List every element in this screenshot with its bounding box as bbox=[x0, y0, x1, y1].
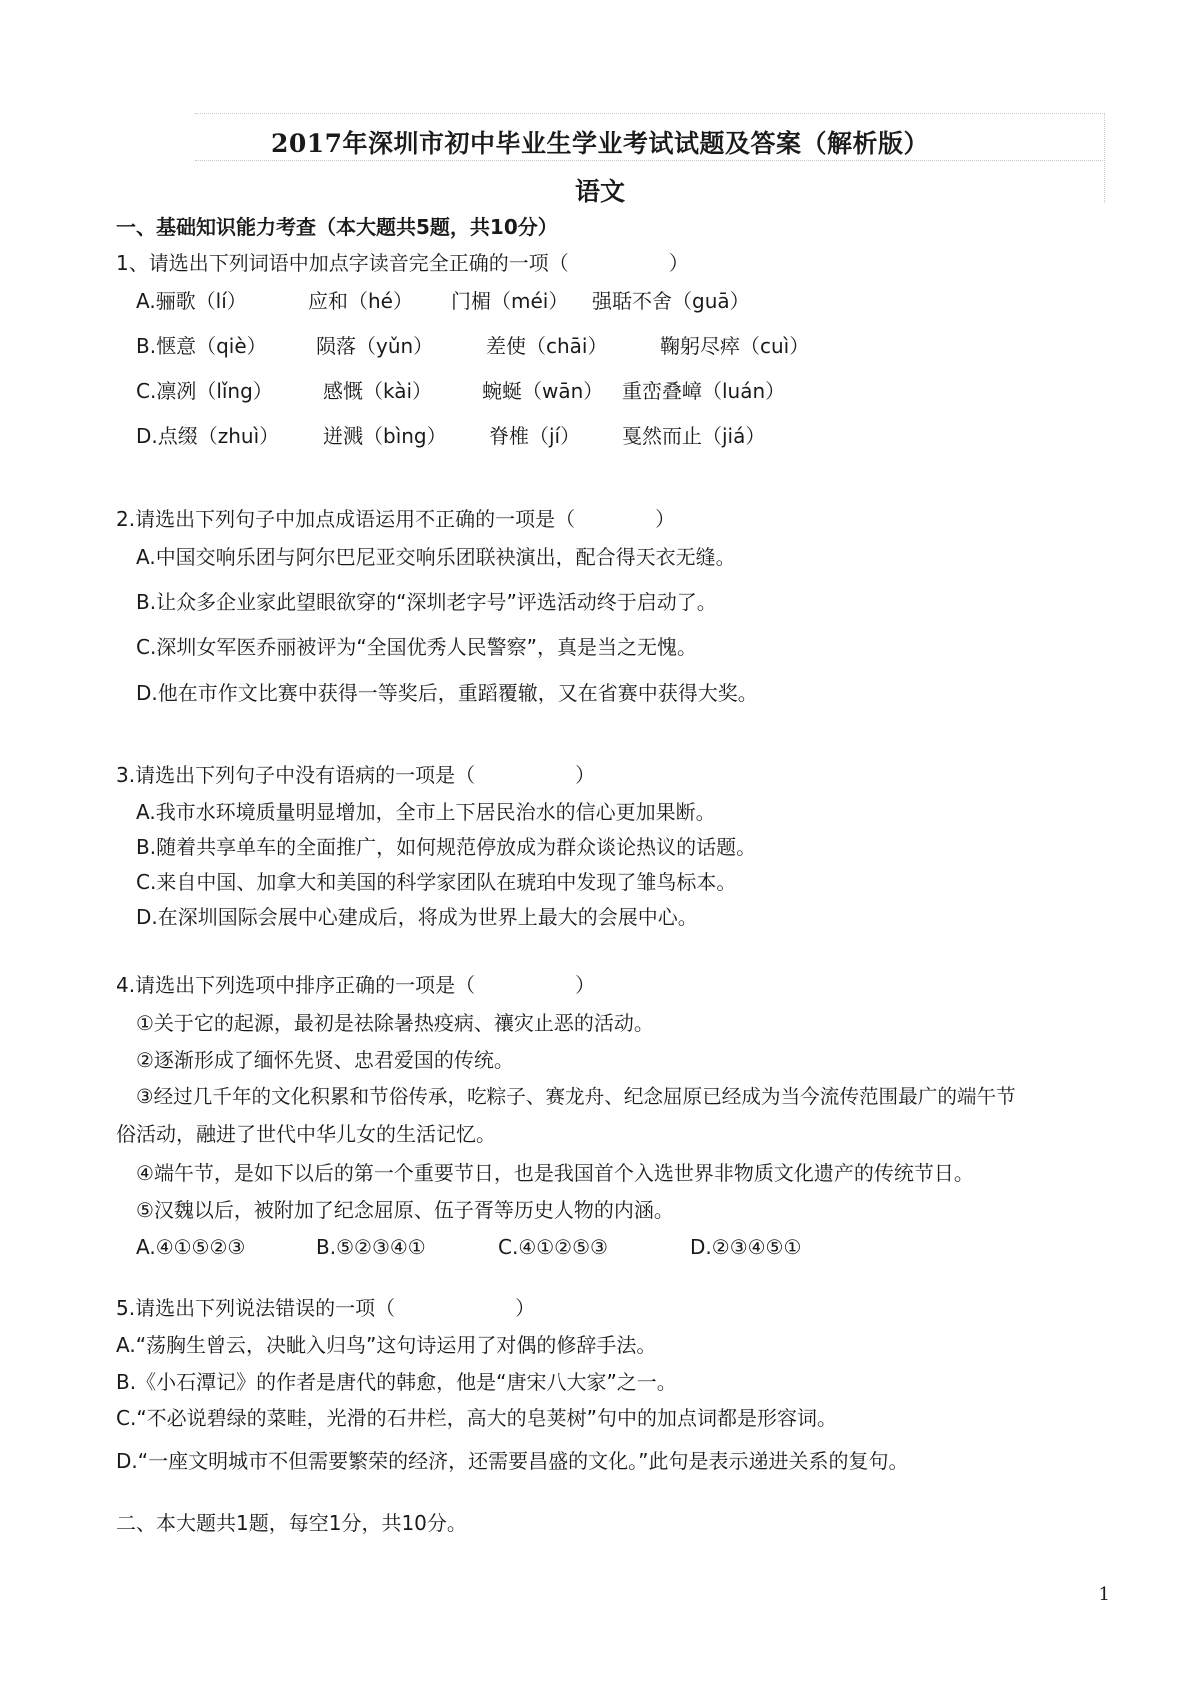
q4-answer-c: C.④①②⑤③ bbox=[498, 1235, 608, 1259]
question-1-stem: 1、请选出下列词语中加点字读音完全正确的一项（ ） bbox=[116, 251, 689, 275]
question-3-stem: 3.请选出下列句子中没有语病的一项是（ ） bbox=[116, 763, 596, 787]
q2-option-c: C.深圳女军医乔丽被评为“全国优秀人民警察”，真是当之无愧。 bbox=[136, 635, 698, 659]
q5-option-b: B.《小石潭记》的作者是唐代的韩愈，他是“唐宋八大家”之一。 bbox=[116, 1370, 677, 1394]
q4-item-1: ①关于它的起源，最初是祛除暑热疫病、禳灾止恶的活动。 bbox=[136, 1011, 654, 1035]
q1-d-2: 迸溅（bìng） bbox=[323, 424, 447, 448]
q5-option-a: A.“荡胸生曾云，决眦入归鸟”这句诗运用了对偶的修辞手法。 bbox=[116, 1333, 657, 1357]
q4-item-3-cont: 俗活动，融进了世代中华儿女的生活记忆。 bbox=[116, 1122, 496, 1146]
q1-b-1: B.惬意（qiè） bbox=[136, 334, 267, 358]
section-heading: 一、基础知识能力考查（本大题共5题，共10分） bbox=[116, 215, 558, 239]
subject-title: 语文 bbox=[574, 177, 625, 206]
q2-option-b: B.让众多企业家此望眼欲穿的“深圳老字号”评选活动终于启动了。 bbox=[136, 590, 717, 614]
q1-d-3: 脊椎（jí） bbox=[489, 424, 581, 448]
q1-c-4: 重峦叠嶂（luán） bbox=[622, 379, 786, 403]
header-border-top bbox=[195, 113, 1105, 114]
q1-c-1: C.凛冽（lǐng） bbox=[136, 379, 273, 403]
q1-a-2: 应和（hé） bbox=[308, 289, 413, 313]
header-border-bottom bbox=[195, 160, 1105, 161]
q1-a-3: 门楣（méi） bbox=[451, 289, 569, 313]
q1-c-3: 蜿蜒（wān） bbox=[482, 379, 604, 403]
q1-a-4: 强聒不舍（guā） bbox=[592, 289, 750, 313]
q4-answer-a: A.④①⑤②③ bbox=[136, 1235, 246, 1259]
q5-option-c: C.“不必说碧绿的菜畦，光滑的石井栏，高大的皂荚树”句中的加点词都是形容词。 bbox=[116, 1406, 838, 1430]
q3-option-a: A.我市水环境质量明显增加，全市上下居民治水的信心更加果断。 bbox=[136, 800, 716, 824]
question-4-stem: 4.请选出下列选项中排序正确的一项是（ ） bbox=[116, 973, 596, 997]
q4-answer-d: D.②③④⑤① bbox=[690, 1235, 802, 1259]
q1-b-4: 鞠躬尽瘁（cuì） bbox=[660, 334, 810, 358]
q1-b-2: 陨落（yǔn） bbox=[316, 334, 434, 358]
q1-b-3: 差使（chāi） bbox=[486, 334, 608, 358]
q4-answer-b: B.⑤②③④① bbox=[316, 1235, 426, 1259]
q2-option-d: D.他在市作文比赛中获得一等奖后，重蹈覆辙，又在省赛中获得大奖。 bbox=[136, 681, 758, 705]
page-title: 2017年深圳市初中毕业生学业考试试题及答案（解析版） bbox=[270, 129, 930, 158]
page-number: 1 bbox=[1098, 1584, 1110, 1605]
q4-item-2: ②逐渐形成了缅怀先贤、忠君爱国的传统。 bbox=[136, 1048, 514, 1072]
q4-item-4: ④端午节，是如下以后的第一个重要节日，也是我国首个入选世界非物质文化遗产的传统节日。 bbox=[136, 1161, 974, 1185]
q4-item-5: ⑤汉魏以后，被附加了纪念屈原、伍子胥等历史人物的内涵。 bbox=[136, 1198, 674, 1222]
q5-option-d: D.“一座文明城市不但需要繁荣的经济，还需要昌盛的文化。”此句是表示递进关系的复句。 bbox=[116, 1449, 909, 1473]
q3-option-c: C.来自中国、加拿大和美国的科学家团队在琥珀中发现了雏鸟标本。 bbox=[136, 870, 737, 894]
q1-c-2: 感慨（kài） bbox=[323, 379, 433, 403]
q1-d-1: D.点缀（zhuì） bbox=[136, 424, 280, 448]
section-2-heading: 二、本大题共1题，每空1分，共10分。 bbox=[116, 1511, 467, 1535]
q1-a-1: A.骊歌（lí） bbox=[136, 289, 247, 313]
q1-d-4: 戛然而止（jiá） bbox=[622, 424, 766, 448]
q2-option-a: A.中国交响乐团与阿尔巴尼亚交响乐团联袂演出，配合得天衣无缝。 bbox=[136, 545, 736, 569]
question-2-stem: 2.请选出下列句子中加点成语运用不正确的一项是（ ） bbox=[116, 507, 676, 531]
question-5-stem: 5.请选出下列说法错误的一项（ ） bbox=[116, 1296, 536, 1320]
q3-option-d: D.在深圳国际会展中心建成后，将成为世界上最大的会展中心。 bbox=[136, 905, 698, 929]
q4-item-3: ③经过几千年的文化积累和节俗传承，吃粽子、赛龙舟、纪念屈原已经成为当今流传范围最广的端午节 bbox=[136, 1085, 1016, 1108]
q3-option-b: B.随着共享单车的全面推广，如何规范停放成为群众谈论热议的话题。 bbox=[136, 835, 757, 859]
